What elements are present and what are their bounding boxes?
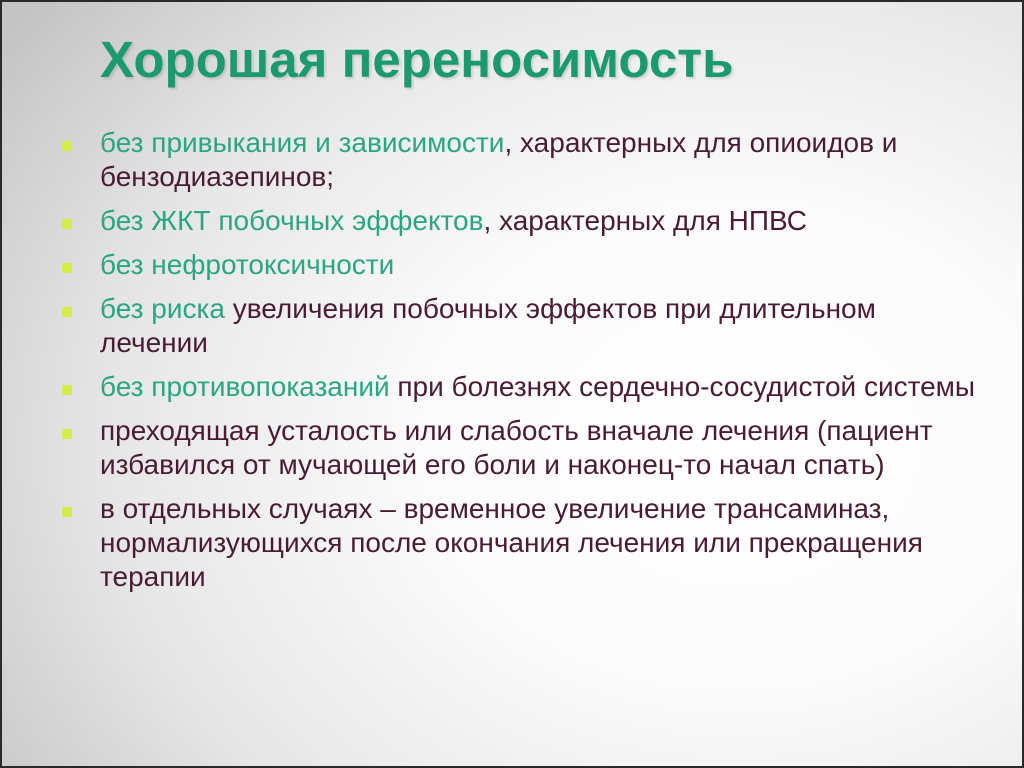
square-bullet-icon xyxy=(62,263,72,273)
slide-title: Хорошая переносимость xyxy=(100,31,734,88)
bullet-highlight: без привыкания и зависимости xyxy=(100,127,505,158)
bullet-text: увеличения побочных эффектов при длительном лечении xyxy=(100,293,876,358)
bullet-item xyxy=(60,204,980,238)
bullet-highlight: без ЖКТ побочных эффектов xyxy=(100,205,484,236)
square-bullet-icon xyxy=(62,507,72,517)
bullet-highlight: без нефротоксичности xyxy=(100,249,395,280)
bullet-highlight: без противопоказаний xyxy=(100,371,390,402)
square-bullet-icon xyxy=(62,219,72,229)
bullet-item xyxy=(60,370,980,404)
bullet-item xyxy=(60,414,980,482)
square-bullet-icon xyxy=(62,429,72,439)
bullet-text: , характерных для НПВС xyxy=(483,205,807,236)
square-bullet-icon xyxy=(62,385,72,395)
bullet-item xyxy=(60,292,980,360)
square-bullet-icon xyxy=(62,307,72,317)
bullet-highlight: без риска xyxy=(100,293,225,324)
bullet-text: , характерных для опиоидов и бензодиазепинов; xyxy=(100,127,898,192)
bullet-item xyxy=(60,492,980,594)
bullet-list xyxy=(60,126,980,604)
bullet-text: преходящая усталость или слабость вначале лечения (пациент избавился от мучающей его боли и наконец-то начал спать) xyxy=(100,415,933,480)
bullet-text: при болезнях сердечно-сосудистой системы xyxy=(389,371,976,402)
bullet-item xyxy=(60,248,980,282)
bullet-text: в отдельных случаях – временное увеличение трансаминаз, нормализующихся после окончания лечения или прекращения терапии xyxy=(100,493,923,592)
bullet-item xyxy=(60,126,980,194)
square-bullet-icon xyxy=(62,141,72,151)
